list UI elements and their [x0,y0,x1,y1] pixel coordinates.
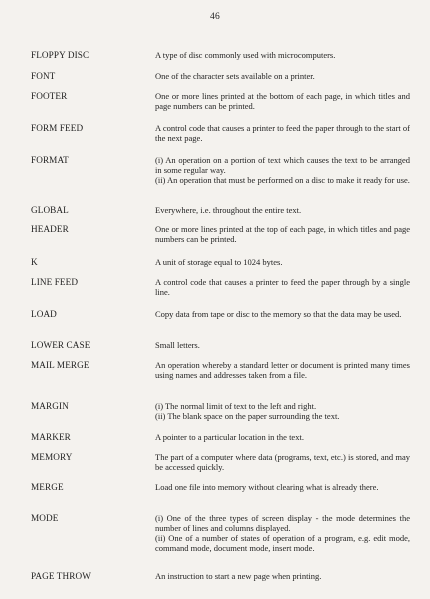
glossary-term: FONT [31,71,56,81]
definition-line: (ii) An operation that must be performed on a disc to make it ready for use. [155,175,410,185]
definition-line: (i) One of the three types of screen display - the mode determines the number of lines and columns displayed. [155,513,410,533]
definition-line: A control code that causes a printer to feed the paper through to the start of the next page. [155,123,410,143]
glossary-term: K [31,257,38,267]
definition-line: An instruction to start a new page when printing. [155,571,322,581]
glossary-definition [155,91,410,111]
glossary-term: MERGE [31,482,64,492]
glossary-term: MARKER [31,432,71,442]
glossary-definition [155,309,410,319]
glossary-definition [155,224,410,244]
definition-line: Load one file into memory without clearing what is already there. [155,482,379,492]
glossary-definition [155,340,410,350]
glossary-term: LOWER CASE [31,340,91,350]
definition-line: Small letters. [155,340,200,350]
glossary-term: GLOBAL [31,205,69,215]
glossary-definition [155,513,410,553]
definition-line: (i) An operation on a portion of text which causes the text to be arranged in some regular way. [155,155,410,175]
glossary-definition [155,360,410,380]
definition-line: A unit of storage equal to 1024 bytes. [155,257,283,267]
definition-line: One or more lines printed at the top of each page, in which titles and page numbers can be printed. [155,224,410,244]
glossary-term: FORM FEED [31,123,84,133]
glossary-term: LOAD [31,309,57,319]
definition-line: One of the character sets available on a printer. [155,71,315,81]
glossary-definition [155,205,410,215]
glossary-definition [155,432,410,442]
definition-line: Copy data from tape or disc to the memory so that the data may be used. [155,309,402,319]
glossary-term: FORMAT [31,155,69,165]
glossary-term: HEADER [31,224,69,234]
definition-line: A type of disc commonly used with microcomputers. [155,50,336,60]
glossary-term: MAIL MERGE [31,360,90,370]
glossary-definition [155,71,410,81]
definition-line: One or more lines printed at the bottom of each page, in which titles and page numbers can be printed. [155,91,410,111]
page-number: 46 [210,12,220,22]
glossary-definition [155,123,410,143]
definition-line: (i) The normal limit of text to the left and right. [155,401,317,411]
glossary-term: MEMORY [31,452,73,462]
glossary-definition [155,482,410,492]
glossary-definition [155,401,410,421]
definition-line: The part of a computer where data (programs, text, etc.) is stored, and may be accessed quickly. [155,452,410,472]
definition-line: A control code that causes a printer to feed the paper through by a single line. [155,277,410,297]
glossary-definition [155,50,410,60]
glossary-term: PAGE THROW [31,571,91,581]
glossary-term: LINE FEED [31,277,79,287]
definition-line: (ii) One of a number of states of operation of a program, e.g. edit mode, command mode, document mode, insert mode. [155,533,410,553]
definition-line: An operation whereby a standard letter or document is printed many times using names and addresses taken from a file. [155,360,410,380]
definition-line: (ii) The blank space on the paper surrounding the text. [155,411,340,421]
glossary-term: FOOTER [31,91,68,101]
glossary-term: MARGIN [31,401,69,411]
definition-line: A pointer to a particular location in the text. [155,432,304,442]
glossary-term: MODE [31,513,59,523]
glossary-term: FLOPPY DISC [31,50,90,60]
glossary-definition [155,571,410,581]
glossary-definition [155,277,410,297]
definition-line: Everywhere, i.e. throughout the entire text. [155,205,302,215]
glossary-definition [155,452,410,472]
glossary-definition [155,257,410,267]
glossary-definition [155,155,410,185]
